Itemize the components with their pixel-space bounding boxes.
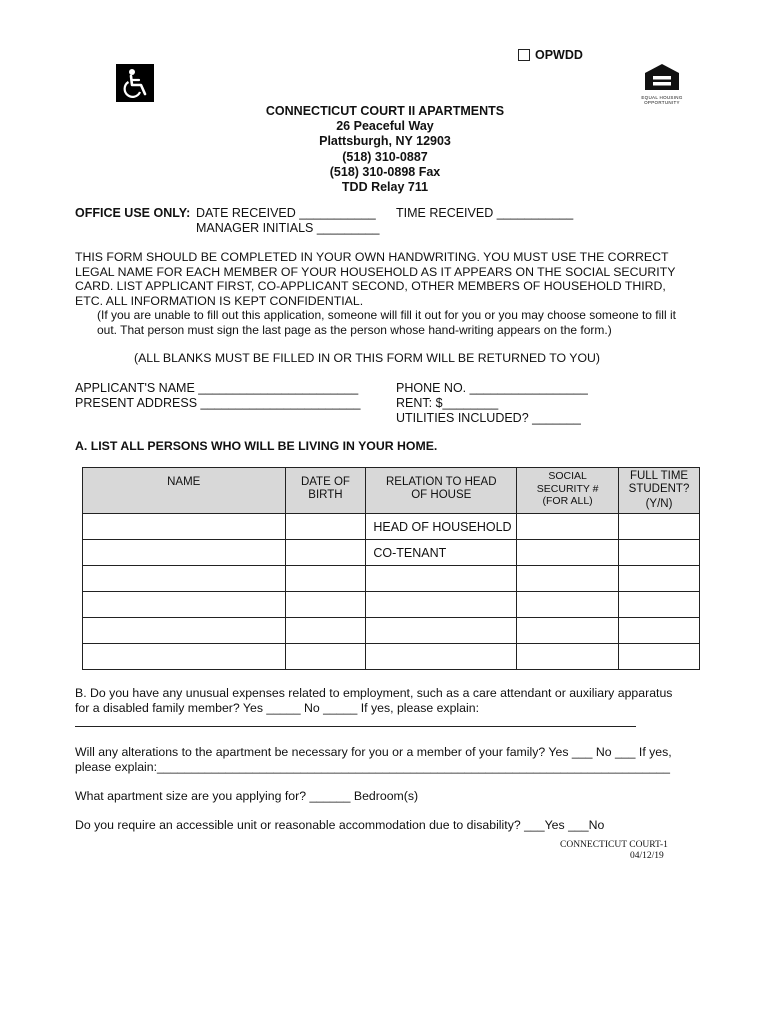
- relation-cell[interactable]: [366, 644, 517, 670]
- question-alterations[interactable]: Will any alterations to the apartment be necessary for you or a member of your family? Yes ___ No ___ If yes,: [75, 745, 672, 759]
- table-row: [83, 566, 700, 592]
- dob-cell[interactable]: [285, 592, 366, 618]
- instructions: [75, 250, 675, 308]
- office-use-label: OFFICE USE ONLY:: [75, 206, 191, 220]
- ssn-cell[interactable]: [517, 618, 619, 644]
- instructions-note-2: out. That person must sign the last page as the person whose hand-writing appears on the form.): [97, 323, 612, 337]
- dob-cell[interactable]: [285, 618, 366, 644]
- name-cell[interactable]: [83, 566, 286, 592]
- col-ssn-header: SOCIAL SECURITY # (FOR ALL): [517, 468, 619, 514]
- form-id: CONNECTICUT COURT-1: [560, 840, 668, 850]
- ssn-cell[interactable]: [517, 540, 619, 566]
- instructions-line-1: THIS FORM SHOULD BE COMPLETED IN YOUR OWN HANDWRITING. YOU MUST USE THE CORRECT: [75, 250, 669, 264]
- name-cell[interactable]: [83, 514, 286, 540]
- opwdd-label: OPWDD: [535, 48, 583, 62]
- relation-cell[interactable]: [366, 592, 517, 618]
- question-expenses-answer[interactable]: for a disabled family member? Yes _____ No _____ If yes, please explain:: [75, 701, 479, 715]
- col-fulltime-header: FULL TIME STUDENT? (Y/N): [619, 468, 700, 514]
- name-cell[interactable]: [83, 644, 286, 670]
- name-cell[interactable]: [83, 592, 286, 618]
- equal-housing-opportunity-icon: [640, 62, 688, 105]
- relation-cell: HEAD OF HOUSEHOLD: [366, 514, 517, 540]
- eho-text-2: OPPORTUNITY: [644, 100, 680, 105]
- instructions-line-4: ETC. ALL INFORMATION IS KEPT CONFIDENTIAL.: [75, 293, 364, 308]
- blanks-notice: (ALL BLANKS MUST BE FILLED IN OR THIS FORM WILL BE RETURNED TO YOU): [134, 351, 601, 365]
- form-date: 04/12/19: [630, 851, 664, 861]
- manager-initials-field[interactable]: MANAGER INITIALS _________: [196, 221, 380, 235]
- table-row: [83, 644, 700, 670]
- question-alterations-explain[interactable]: please explain:___________________________________________________________________________: [75, 760, 670, 774]
- opwdd-checkbox[interactable]: [518, 49, 530, 61]
- fulltime-cell[interactable]: [619, 618, 700, 644]
- utilities-field[interactable]: UTILITIES INCLUDED? _______: [396, 411, 581, 425]
- org-tdd: TDD Relay 711: [341, 180, 429, 195]
- org-name: CONNECTICUT COURT II APARTMENTS: [265, 104, 505, 118]
- fulltime-cell[interactable]: [619, 514, 700, 540]
- section-a-title: A. LIST ALL PERSONS WHO WILL BE LIVING IN YOUR HOME.: [75, 439, 438, 453]
- relation-cell: CO-TENANT: [366, 540, 517, 566]
- relation-cell[interactable]: [366, 618, 517, 644]
- org-city: Plattsburgh, NY 12903: [319, 134, 451, 149]
- question-expenses: B. Do you have any unusual expenses related to employment, such as a care attendant or auxiliary apparatus: [75, 686, 673, 700]
- name-cell[interactable]: [83, 540, 286, 566]
- instructions-note-1: (If you are unable to fill out this application, someone will fill it out for you or you may choose someone to fill it: [97, 308, 676, 322]
- org-header: [0, 104, 770, 195]
- table-row: [83, 592, 700, 618]
- household-members-table: [82, 467, 700, 670]
- table-header-row: [83, 468, 700, 514]
- ssn-cell[interactable]: [517, 592, 619, 618]
- org-phone: (518) 310-0887: [342, 149, 428, 164]
- fulltime-cell[interactable]: [619, 644, 700, 670]
- date-received-field[interactable]: DATE RECEIVED ___________: [196, 206, 376, 220]
- ssn-cell[interactable]: [517, 566, 619, 592]
- dob-cell[interactable]: [285, 514, 366, 540]
- col-relation-header: RELATION TO HEAD OF HOUSE: [366, 468, 517, 514]
- wheelchair-accessibility-icon: [116, 64, 154, 102]
- instructions-line-3: CARD. LIST APPLICANT FIRST, CO-APPLICANT SECOND, OTHER MEMBERS OF HOUSEHOLD THIRD,: [75, 279, 666, 294]
- table-row: [83, 540, 700, 566]
- applicant-name-field[interactable]: APPLICANT'S NAME _______________________: [75, 381, 359, 395]
- instructions-line-2: LEGAL NAME FOR EACH MEMBER OF YOUR HOUSEHOLD AS IT APPEARS ON THE SOCIAL SECURITY: [75, 264, 676, 279]
- phone-field[interactable]: PHONE NO. _________________: [396, 381, 588, 395]
- col-name-header: NAME: [83, 468, 286, 514]
- org-fax: (518) 310-0898 Fax: [329, 164, 441, 179]
- fulltime-cell[interactable]: [619, 540, 700, 566]
- question-accommodation[interactable]: Do you require an accessible unit or reasonable accommodation due to disability? ___Yes ___No: [75, 818, 605, 832]
- fulltime-cell[interactable]: [619, 566, 700, 592]
- table-row: [83, 618, 700, 644]
- ssn-cell[interactable]: [517, 644, 619, 670]
- fulltime-cell[interactable]: [619, 592, 700, 618]
- present-address-field[interactable]: PRESENT ADDRESS _______________________: [75, 396, 361, 410]
- col-dob-header: DATE OF BIRTH: [285, 468, 366, 514]
- rent-field[interactable]: RENT: $________: [396, 396, 499, 410]
- dob-cell[interactable]: [285, 566, 366, 592]
- name-cell[interactable]: [83, 618, 286, 644]
- explain-blank-line[interactable]: [75, 726, 636, 727]
- dob-cell[interactable]: [285, 644, 366, 670]
- dob-cell[interactable]: [285, 540, 366, 566]
- table-row: [83, 514, 700, 540]
- time-received-field[interactable]: TIME RECEIVED ___________: [396, 206, 574, 220]
- eho-text-1: EQUAL HOUSING: [641, 95, 683, 100]
- ssn-cell[interactable]: [517, 514, 619, 540]
- org-street: 26 Peaceful Way: [336, 119, 434, 134]
- question-apartment-size[interactable]: What apartment size are you applying for? ______ Bedroom(s): [75, 789, 419, 803]
- relation-cell[interactable]: [366, 566, 517, 592]
